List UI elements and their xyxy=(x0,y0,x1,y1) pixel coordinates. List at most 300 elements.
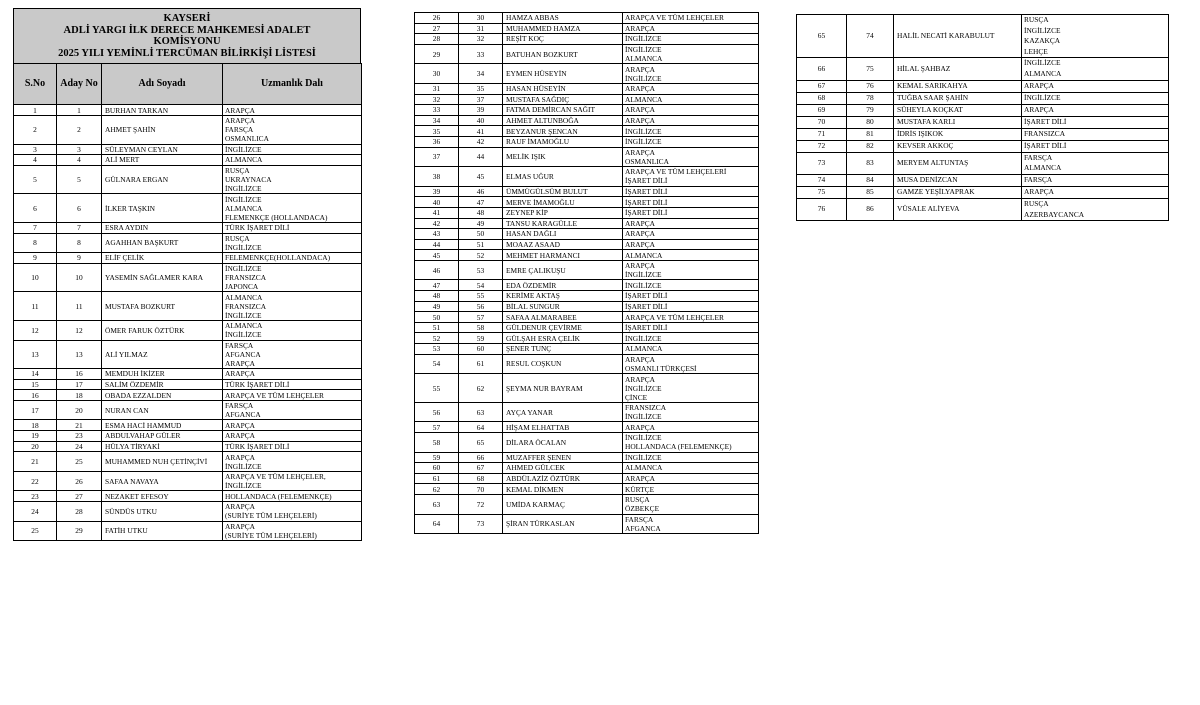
table-row xyxy=(415,105,759,116)
table-row xyxy=(14,521,362,541)
row-aday: 3 xyxy=(57,144,102,155)
row-spec: ARAPÇA xyxy=(623,218,759,229)
row-name: HASAN DAĞLI xyxy=(503,229,623,240)
table-row xyxy=(14,263,362,292)
row-aday: 57 xyxy=(459,312,503,323)
table-row xyxy=(14,233,362,253)
title-line: KOMİSYONU xyxy=(153,36,221,48)
row-sno: 16 xyxy=(14,390,57,401)
row-name: EDA ÖZDEMİR xyxy=(503,280,623,291)
row-aday: 82 xyxy=(847,140,894,152)
row-sno: 1 xyxy=(14,105,57,116)
row-spec: ARAPÇA İNGİLİZCE xyxy=(623,260,759,280)
row-spec: İNGİLİZCE xyxy=(623,452,759,463)
row-spec: ARAPÇA xyxy=(223,369,362,380)
list-title xyxy=(13,8,361,63)
row-spec: İŞARET DİLİ xyxy=(1022,140,1169,152)
table-row xyxy=(415,229,759,240)
row-aday: 52 xyxy=(459,250,503,261)
row-aday: 17 xyxy=(57,379,102,390)
table-row xyxy=(415,167,759,187)
row-sno: 52 xyxy=(415,333,459,344)
row-spec: ALMANCA FRANSIZCA İNGİLİZCE xyxy=(223,292,362,321)
row-name: GAMZE YEŞİLYAPRAK xyxy=(894,186,1022,198)
row-spec: ARAPÇA İNGİLİZCE xyxy=(623,64,759,84)
table-row xyxy=(14,155,362,166)
row-name: DİLARA ÖCALAN xyxy=(503,433,623,453)
table-row xyxy=(14,379,362,390)
row-sno: 20 xyxy=(14,441,57,452)
row-aday: 47 xyxy=(459,197,503,208)
row-spec: ARAPÇA xyxy=(623,83,759,94)
row-aday: 32 xyxy=(459,34,503,45)
table-row xyxy=(797,174,1169,186)
table-row xyxy=(797,58,1169,80)
row-name: MERYEM ALTUNTAŞ xyxy=(894,152,1022,174)
row-spec: ARAPÇA xyxy=(623,229,759,240)
row-aday: 7 xyxy=(57,222,102,233)
row-name: BURHAN TARKAN xyxy=(102,105,223,116)
row-aday: 27 xyxy=(57,491,102,502)
table-row xyxy=(415,115,759,126)
row-spec: ALMANCA xyxy=(623,250,759,261)
row-aday: 11 xyxy=(57,292,102,321)
row-sno: 56 xyxy=(415,402,459,422)
row-spec: HOLLANDACA (FELEMENKÇE) xyxy=(223,491,362,502)
row-aday: 83 xyxy=(847,152,894,174)
panel-right xyxy=(796,14,1168,221)
row-name: MERVE İMAMOĞLU xyxy=(503,197,623,208)
row-name: ZEYNEP KİP xyxy=(503,207,623,218)
row-sno: 18 xyxy=(14,420,57,431)
table-row xyxy=(415,354,759,374)
row-name: BEYZANUR ŞENCAN xyxy=(503,126,623,137)
row-aday: 46 xyxy=(459,186,503,197)
table-row xyxy=(14,115,362,144)
row-name: HÜLYA TİRYAKİ xyxy=(102,441,223,452)
row-name: TANSU KARAGÜLLE xyxy=(503,218,623,229)
row-aday: 74 xyxy=(847,15,894,58)
row-aday: 21 xyxy=(57,420,102,431)
row-name: ALİ YILMAZ xyxy=(102,340,223,369)
row-sno: 31 xyxy=(415,83,459,94)
row-spec: İNGİLİZCE xyxy=(623,136,759,147)
table-row xyxy=(797,104,1169,116)
row-sno: 63 xyxy=(415,494,459,514)
row-sno: 25 xyxy=(14,521,57,541)
row-spec: ALMANCA İNGİLİZCE xyxy=(223,320,362,340)
table-row xyxy=(415,473,759,484)
row-aday: 23 xyxy=(57,431,102,442)
table-row xyxy=(797,80,1169,92)
table-row xyxy=(14,340,362,369)
row-spec: TÜRK İŞARET DİLİ xyxy=(223,441,362,452)
row-sno: 70 xyxy=(797,116,847,128)
table-row xyxy=(415,239,759,250)
row-spec: TÜRK İŞARET DİLİ xyxy=(223,222,362,233)
row-spec: ALMANCA xyxy=(623,463,759,474)
row-sno: 49 xyxy=(415,301,459,312)
row-name: ŞİRAN TÜRKASLAN xyxy=(503,514,623,534)
row-sno: 42 xyxy=(415,218,459,229)
row-aday: 2 xyxy=(57,115,102,144)
table-row xyxy=(14,222,362,233)
row-aday: 70 xyxy=(459,484,503,495)
row-spec: ARAPÇA xyxy=(1022,186,1169,198)
table-row xyxy=(415,250,759,261)
row-name: ŞEYMA NUR BAYRAM xyxy=(503,374,623,403)
row-aday: 10 xyxy=(57,263,102,292)
row-name: AHMET ALTUNBOĞA xyxy=(503,115,623,126)
row-name: AHMED GÜLCEK xyxy=(503,463,623,474)
row-sno: 54 xyxy=(415,354,459,374)
row-aday: 8 xyxy=(57,233,102,253)
table-row xyxy=(14,390,362,401)
row-name: MEMDUH İKİZER xyxy=(102,369,223,380)
row-aday: 42 xyxy=(459,136,503,147)
row-name: OBADA EZZALDEN xyxy=(102,390,223,401)
row-sno: 64 xyxy=(415,514,459,534)
title-line: 2025 YILI YEMİNLİ TERCÜMAN BİLİRKİŞİ LİSTESİ xyxy=(58,47,316,59)
row-name: KEMAL DİKMEN xyxy=(503,484,623,495)
table-row xyxy=(797,152,1169,174)
row-sno: 59 xyxy=(415,452,459,463)
row-aday: 65 xyxy=(459,433,503,453)
table-row xyxy=(415,44,759,64)
row-name: GÜLNARA ERGAN xyxy=(102,165,223,194)
row-sno: 15 xyxy=(14,379,57,390)
row-name: EMRE ÇALIKUŞU xyxy=(503,260,623,280)
row-aday: 9 xyxy=(57,253,102,264)
row-sno: 51 xyxy=(415,322,459,333)
row-sno: 61 xyxy=(415,473,459,484)
table-row xyxy=(415,186,759,197)
table-row xyxy=(415,260,759,280)
row-sno: 45 xyxy=(415,250,459,261)
row-name: İLKER TAŞKIN xyxy=(102,194,223,223)
row-sno: 47 xyxy=(415,280,459,291)
row-name: TUĞBA SAAR ŞAHİN xyxy=(894,92,1022,104)
row-spec: ARAPÇA OSMANLICA xyxy=(623,147,759,167)
row-aday: 31 xyxy=(459,23,503,34)
row-aday: 79 xyxy=(847,104,894,116)
row-name: MUSA DENİZCAN xyxy=(894,174,1022,186)
row-name: KERİME AKTAŞ xyxy=(503,291,623,302)
row-name: HASAN HÜSEYİN xyxy=(503,83,623,94)
row-spec: İNGİLİZCE xyxy=(623,280,759,291)
row-sno: 8 xyxy=(14,233,57,253)
row-sno: 36 xyxy=(415,136,459,147)
row-sno: 7 xyxy=(14,222,57,233)
row-spec: İNGİLİZCE ALMANCA xyxy=(1022,58,1169,80)
row-spec: İNGİLİZCE xyxy=(1022,92,1169,104)
row-name: ÜMMÜGÜLSÜM BULUT xyxy=(503,186,623,197)
row-spec: İNGİLİZCE xyxy=(623,34,759,45)
table-row xyxy=(415,64,759,84)
row-name: ELMAS UĞUR xyxy=(503,167,623,187)
row-spec: ARAPÇA xyxy=(1022,104,1169,116)
row-aday: 18 xyxy=(57,390,102,401)
row-spec: FELEMENKÇE(HOLLANDACA) xyxy=(223,253,362,264)
row-spec: İŞARET DİLİ xyxy=(623,322,759,333)
row-sno: 57 xyxy=(415,422,459,433)
table-row xyxy=(14,194,362,223)
row-spec: ARAPÇA VE TÜM LEHÇELER xyxy=(623,13,759,24)
row-spec: İŞARET DİLİ xyxy=(623,197,759,208)
row-aday: 58 xyxy=(459,322,503,333)
row-aday: 13 xyxy=(57,340,102,369)
row-sno: 55 xyxy=(415,374,459,403)
row-name: MOAAZ ASAAD xyxy=(503,239,623,250)
row-name: NURAN CAN xyxy=(102,400,223,420)
row-name: ESMA HACİ HAMMUD xyxy=(102,420,223,431)
row-spec: ALMANCA xyxy=(623,344,759,355)
row-name: SÜNDÜS UTKU xyxy=(102,502,223,522)
table-row xyxy=(14,452,362,472)
row-sno: 58 xyxy=(415,433,459,453)
row-aday: 81 xyxy=(847,128,894,140)
row-spec: ARAPÇA İNGİLİZCE ÇİNCE xyxy=(623,374,759,403)
row-aday: 4 xyxy=(57,155,102,166)
panel-middle xyxy=(414,12,758,534)
row-aday: 41 xyxy=(459,126,503,137)
interpreter-table-1 xyxy=(13,63,362,541)
row-sno: 76 xyxy=(797,198,847,220)
row-aday: 34 xyxy=(459,64,503,84)
row-sno: 75 xyxy=(797,186,847,198)
row-sno: 41 xyxy=(415,207,459,218)
row-name: AHMET ŞAHİN xyxy=(102,115,223,144)
row-sno: 71 xyxy=(797,128,847,140)
row-aday: 24 xyxy=(57,441,102,452)
row-sno: 21 xyxy=(14,452,57,472)
row-aday: 44 xyxy=(459,147,503,167)
row-aday: 68 xyxy=(459,473,503,484)
row-spec: ARAPÇA VE TÜM LEHÇELERİ İŞARET DİLİ xyxy=(623,167,759,187)
table-row xyxy=(415,126,759,137)
row-sno: 6 xyxy=(14,194,57,223)
table-row xyxy=(415,344,759,355)
header-row xyxy=(14,64,362,105)
row-spec: ARAPÇA xyxy=(223,105,362,116)
row-aday: 75 xyxy=(847,58,894,80)
table-row xyxy=(14,144,362,155)
table-row xyxy=(415,322,759,333)
row-spec: İŞARET DİLİ xyxy=(623,291,759,302)
row-spec: İŞARET DİLİ xyxy=(623,301,759,312)
row-sno: 67 xyxy=(797,80,847,92)
row-spec: ARAPÇA xyxy=(623,473,759,484)
row-sno: 66 xyxy=(797,58,847,80)
row-aday: 28 xyxy=(57,502,102,522)
table-row xyxy=(415,218,759,229)
col-spec-header: Uzmanlık Dalı xyxy=(223,64,362,105)
col-aday-header: Aday No xyxy=(57,64,102,105)
table-row xyxy=(415,422,759,433)
row-name: VÜSALE ALİYEVA xyxy=(894,198,1022,220)
table-row xyxy=(415,484,759,495)
row-sno: 46 xyxy=(415,260,459,280)
row-name: BATUHAN BOZKURT xyxy=(503,44,623,64)
table-row xyxy=(797,198,1169,220)
row-spec: ARAPÇA xyxy=(623,105,759,116)
table-row xyxy=(415,374,759,403)
table-row xyxy=(415,494,759,514)
row-spec: FARSÇA AFGANCA xyxy=(223,400,362,420)
row-sno: 33 xyxy=(415,105,459,116)
row-name: BİLAL SUNGUR xyxy=(503,301,623,312)
row-sno: 32 xyxy=(415,94,459,105)
row-spec: İNGİLİZCE FRANSIZCA JAPONCA xyxy=(223,263,362,292)
row-sno: 34 xyxy=(415,115,459,126)
row-spec: ALMANCA xyxy=(223,155,362,166)
table-row xyxy=(14,292,362,321)
row-aday: 50 xyxy=(459,229,503,240)
table-row xyxy=(415,94,759,105)
row-aday: 62 xyxy=(459,374,503,403)
row-aday: 66 xyxy=(459,452,503,463)
table-row xyxy=(797,140,1169,152)
row-name: FATMA DEMİRCAN SAĞIT xyxy=(503,105,623,116)
row-aday: 49 xyxy=(459,218,503,229)
row-aday: 6 xyxy=(57,194,102,223)
row-name: MUSTAFA BOZKURT xyxy=(102,292,223,321)
row-sno: 27 xyxy=(415,23,459,34)
row-sno: 68 xyxy=(797,92,847,104)
row-spec: ARAPÇA xyxy=(223,420,362,431)
row-spec: RUSÇA AZERBAYCANCA xyxy=(1022,198,1169,220)
row-aday: 72 xyxy=(459,494,503,514)
col-name-header: Adı Soyadı xyxy=(102,64,223,105)
row-sno: 44 xyxy=(415,239,459,250)
row-name: SAFAA NAVAYA xyxy=(102,471,223,491)
table-row xyxy=(14,400,362,420)
row-name: MUHAMMED HAMZA xyxy=(503,23,623,34)
table-row xyxy=(415,197,759,208)
row-spec: ARAPÇA (SURİYE TÜM LEHÇELERİ) xyxy=(223,521,362,541)
table-row xyxy=(415,452,759,463)
row-name: SAFAA ALMARABEE xyxy=(503,312,623,323)
row-sno: 39 xyxy=(415,186,459,197)
table-row xyxy=(415,433,759,453)
table-row xyxy=(797,116,1169,128)
row-name: HİŞAM ELHATTAB xyxy=(503,422,623,433)
row-sno: 26 xyxy=(415,13,459,24)
row-spec: ARAPÇA xyxy=(623,23,759,34)
row-spec: İNGİLİZCE xyxy=(223,144,362,155)
table-row xyxy=(14,420,362,431)
row-aday: 76 xyxy=(847,80,894,92)
row-spec: İŞARET DİLİ xyxy=(623,207,759,218)
row-name: REŞİT KOÇ xyxy=(503,34,623,45)
table-row xyxy=(415,207,759,218)
row-aday: 37 xyxy=(459,94,503,105)
row-spec: RUSÇA UKRAYNACA İNGİLİZCE xyxy=(223,165,362,194)
row-spec: ARAPÇA FARSÇA OSMANLICA xyxy=(223,115,362,144)
row-name: MELİK IŞIK xyxy=(503,147,623,167)
row-spec: ARAPÇA VE TÜM LEHÇELER xyxy=(223,390,362,401)
row-name: KEVSER AKKOÇ xyxy=(894,140,1022,152)
row-name: HİLAL ŞAHBAZ xyxy=(894,58,1022,80)
row-sno: 12 xyxy=(14,320,57,340)
table-row xyxy=(415,333,759,344)
row-spec: KÜRTÇE xyxy=(623,484,759,495)
table-row xyxy=(14,105,362,116)
row-sno: 28 xyxy=(415,34,459,45)
row-name: HALİL NECATİ KARABULUT xyxy=(894,15,1022,58)
row-spec: ARAPÇA OSMANLI TÜRKÇESİ xyxy=(623,354,759,374)
row-sno: 4 xyxy=(14,155,57,166)
row-aday: 54 xyxy=(459,280,503,291)
row-sno: 73 xyxy=(797,152,847,174)
row-name: MUSTAFA SAĞDIÇ xyxy=(503,94,623,105)
row-sno: 72 xyxy=(797,140,847,152)
row-sno: 2 xyxy=(14,115,57,144)
row-aday: 48 xyxy=(459,207,503,218)
row-aday: 53 xyxy=(459,260,503,280)
row-spec: ARAPÇA xyxy=(223,431,362,442)
row-spec: İNGİLİZCE ALMANCA FLEMENKÇE (HOLLANDACA) xyxy=(223,194,362,223)
row-spec: ARAPÇA xyxy=(623,239,759,250)
row-aday: 85 xyxy=(847,186,894,198)
table-row xyxy=(415,514,759,534)
row-sno: 13 xyxy=(14,340,57,369)
row-aday: 67 xyxy=(459,463,503,474)
interpreter-table-3 xyxy=(796,14,1169,221)
row-sno: 40 xyxy=(415,197,459,208)
row-aday: 61 xyxy=(459,354,503,374)
row-name: AGAHHAN BAŞKURT xyxy=(102,233,223,253)
row-sno: 9 xyxy=(14,253,57,264)
row-aday: 20 xyxy=(57,400,102,420)
row-name: HAMZA ABBAS xyxy=(503,13,623,24)
row-aday: 59 xyxy=(459,333,503,344)
row-sno: 19 xyxy=(14,431,57,442)
row-aday: 60 xyxy=(459,344,503,355)
row-name: YASEMİN SAĞLAMER KARA xyxy=(102,263,223,292)
table-row xyxy=(14,441,362,452)
row-aday: 56 xyxy=(459,301,503,312)
row-spec: ARAPÇA xyxy=(1022,80,1169,92)
table-row xyxy=(14,165,362,194)
row-spec: İNGİLİZCE HOLLANDACA (FELEMENKÇE) xyxy=(623,433,759,453)
table-row xyxy=(14,502,362,522)
row-aday: 40 xyxy=(459,115,503,126)
table-row xyxy=(14,431,362,442)
col-sno-header: S.No xyxy=(14,64,57,105)
row-sno: 3 xyxy=(14,144,57,155)
table-row xyxy=(14,253,362,264)
row-aday: 86 xyxy=(847,198,894,220)
title-line: ADLİ YARGI İLK DERECE MAHKEMESİ ADALET xyxy=(63,24,311,36)
row-name: ELİF ÇELİK xyxy=(102,253,223,264)
row-sno: 29 xyxy=(415,44,459,64)
row-spec: ARAPÇA İNGİLİZCE xyxy=(223,452,362,472)
row-aday: 26 xyxy=(57,471,102,491)
row-spec: İNGİLİZCE xyxy=(623,333,759,344)
row-aday: 84 xyxy=(847,174,894,186)
row-name: GÜLŞAH ESRA ÇELİK xyxy=(503,333,623,344)
row-name: FATİH UTKU xyxy=(102,521,223,541)
table-row xyxy=(797,186,1169,198)
row-sno: 22 xyxy=(14,471,57,491)
row-aday: 1 xyxy=(57,105,102,116)
row-spec: FARSÇA xyxy=(1022,174,1169,186)
table-row xyxy=(415,280,759,291)
row-aday: 45 xyxy=(459,167,503,187)
row-sno: 35 xyxy=(415,126,459,137)
row-spec: RUSÇA İNGİLİZCE xyxy=(223,233,362,253)
